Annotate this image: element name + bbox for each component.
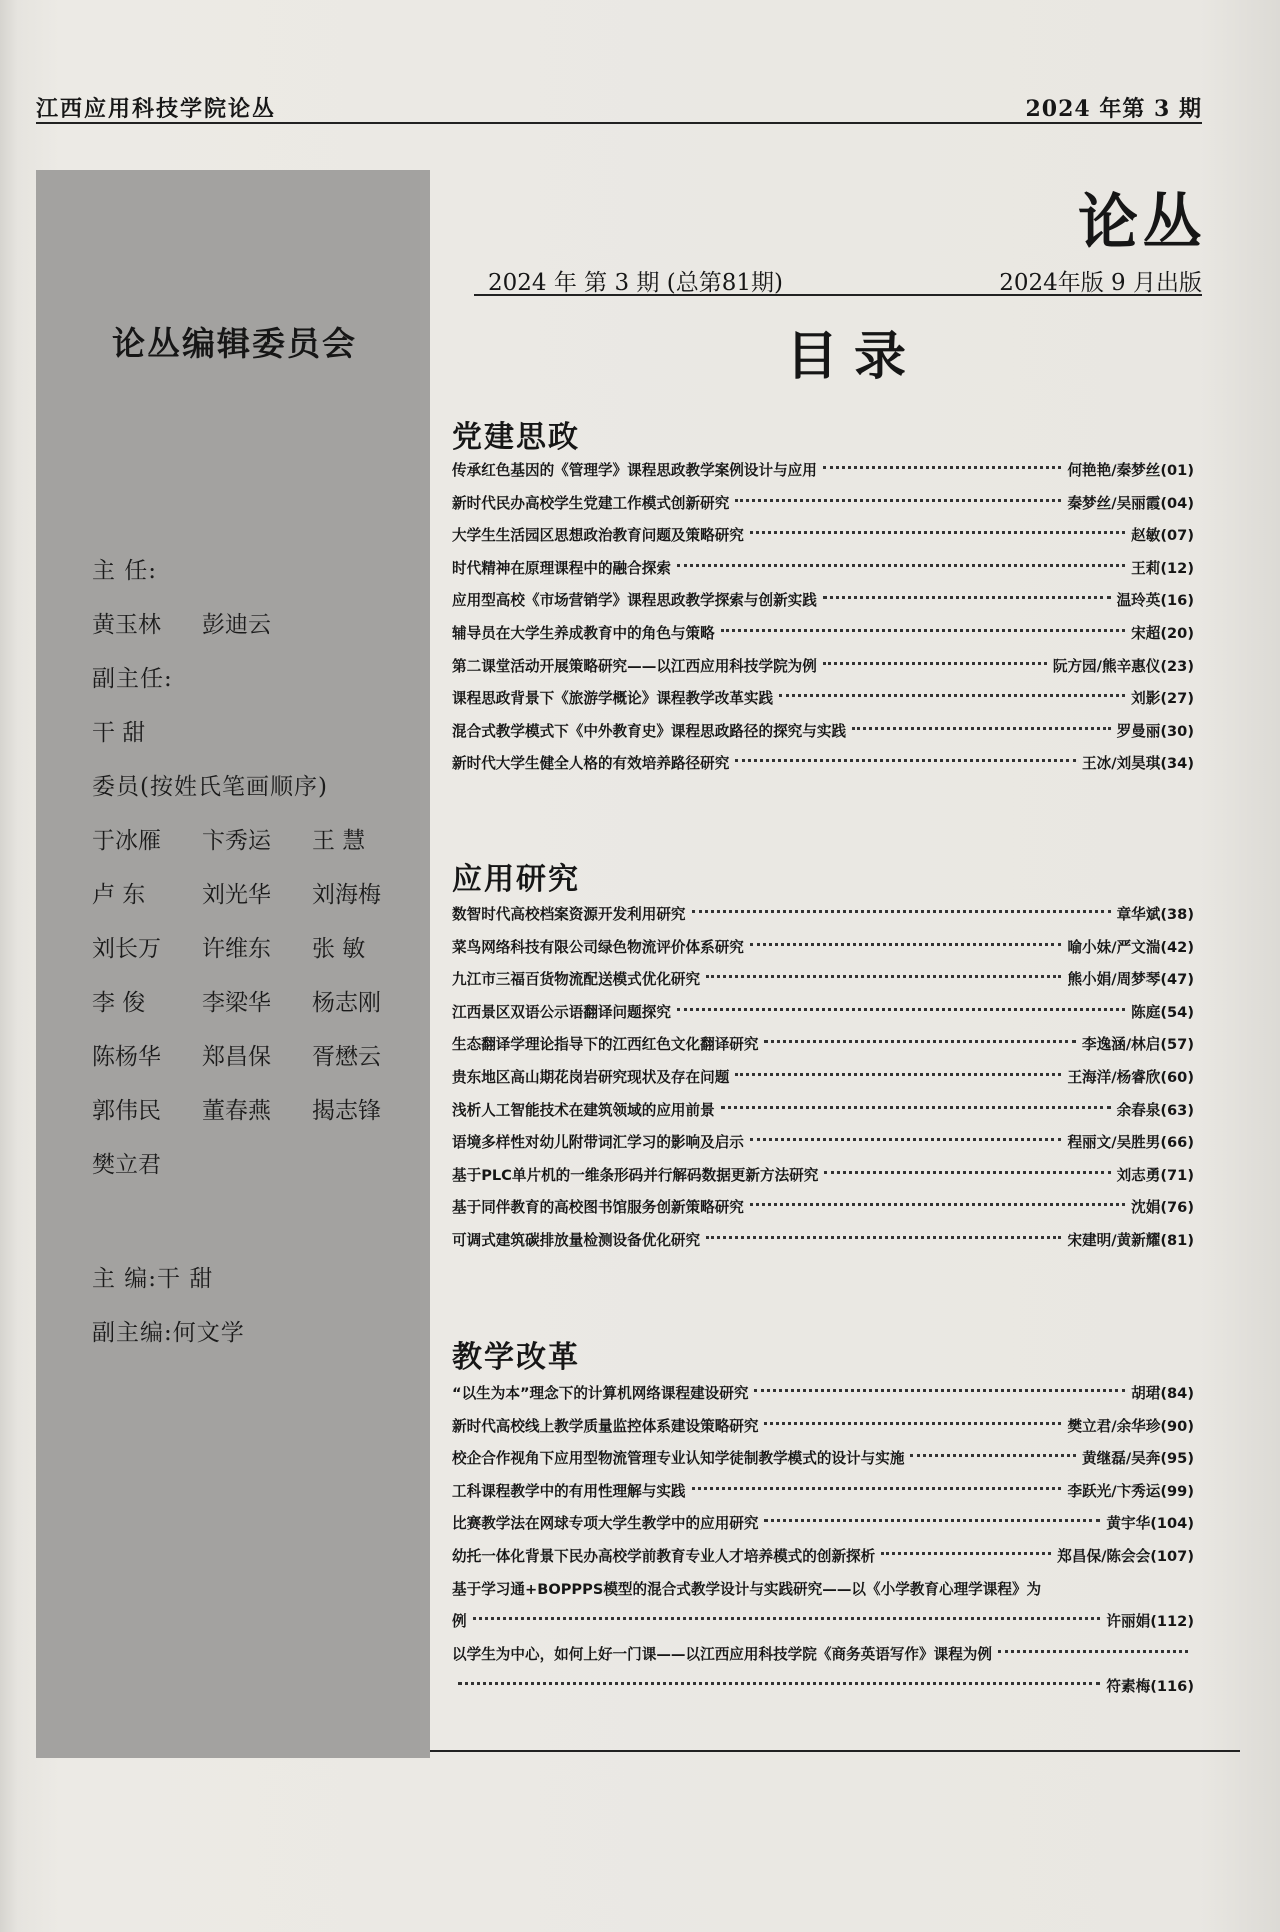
toc-item bbox=[452, 1127, 1194, 1160]
toc-item bbox=[452, 585, 1194, 618]
article-authors: 樊立君/余华珍(90) bbox=[1067, 1417, 1194, 1435]
dot-leader bbox=[677, 1008, 1125, 1011]
dot-leader bbox=[458, 1682, 1100, 1685]
journal-brand: 论丛 bbox=[1078, 188, 1206, 258]
dot-leader bbox=[735, 759, 1076, 762]
member-row bbox=[92, 930, 422, 963]
dot-leader bbox=[754, 1389, 1125, 1392]
toc-item bbox=[452, 553, 1194, 586]
article-authors: 宋建明/黄新耀(81) bbox=[1067, 1231, 1194, 1249]
toc-item bbox=[452, 683, 1194, 716]
toc-item bbox=[452, 1639, 1194, 1704]
member-name: 杨志刚 bbox=[312, 990, 381, 1016]
dot-leader bbox=[750, 1203, 1125, 1206]
article-authors: 符素梅(116) bbox=[1106, 1678, 1194, 1696]
dot-leader bbox=[998, 1650, 1188, 1653]
journal-name: 江西应用科技学院论丛 bbox=[36, 97, 277, 122]
toc-item bbox=[452, 1160, 1194, 1193]
toc-item bbox=[452, 932, 1194, 965]
toc-item bbox=[452, 1476, 1194, 1509]
article-title: 贵东地区高山期花岗岩研究现状及存在问题 bbox=[452, 1068, 730, 1086]
dot-leader bbox=[764, 1519, 1100, 1522]
article-authors: 黄继磊/吴奔(95) bbox=[1082, 1450, 1194, 1468]
toc-item bbox=[452, 1541, 1194, 1574]
toc-item bbox=[452, 651, 1194, 684]
toc-item bbox=[452, 618, 1194, 651]
member-name: 刘长万 bbox=[92, 936, 161, 962]
toc-item bbox=[452, 1225, 1194, 1258]
article-title: 新时代民办高校学生党建工作模式创新研究 bbox=[452, 494, 730, 512]
article-authors: 秦梦丝/吴丽霞(04) bbox=[1067, 494, 1194, 512]
article-authors: 王莉(12) bbox=[1131, 559, 1194, 577]
member-name: 干 甜 bbox=[92, 720, 146, 746]
toc-title: 目录 bbox=[786, 327, 923, 387]
article-authors: 李跃光/卞秀运(99) bbox=[1067, 1482, 1194, 1500]
dot-leader bbox=[823, 466, 1062, 469]
article-title: 生态翻译学理论指导下的江西红色文化翻译研究 bbox=[452, 1036, 759, 1054]
member-name: 李 俊 bbox=[92, 990, 146, 1016]
dot-leader bbox=[692, 1487, 1062, 1490]
member-name: 郑昌保 bbox=[202, 1044, 271, 1070]
dot-leader bbox=[823, 662, 1047, 665]
section-title: 党建思政 bbox=[452, 420, 580, 455]
article-title: 语境多样性对幼儿附带词汇学习的影响及启示 bbox=[452, 1134, 744, 1152]
dot-leader bbox=[721, 1106, 1111, 1109]
toc-item bbox=[452, 899, 1194, 932]
dot-leader bbox=[750, 943, 1062, 946]
toc-item bbox=[452, 1411, 1194, 1444]
deputy-director-label: 副主任: bbox=[92, 666, 173, 692]
dot-leader bbox=[824, 1171, 1110, 1174]
section-title: 教学改革 bbox=[452, 1340, 580, 1375]
article-title: 工科课程教学中的有用性理解与实践 bbox=[452, 1482, 686, 1500]
member-name: 许维东 bbox=[202, 936, 271, 962]
member-row bbox=[92, 1146, 202, 1179]
article-title: 基于学习通+BOPPPS模型的混合式教学设计与实践研究——以《小学教育心理学课程》为 bbox=[452, 1580, 1042, 1598]
article-title: 校企合作视角下应用型物流管理专业认知学徒制教学模式的设计与实施 bbox=[452, 1450, 905, 1468]
member-row bbox=[92, 876, 422, 909]
member-row bbox=[92, 822, 422, 855]
article-title: 辅导员在大学生养成教育中的角色与策略 bbox=[452, 624, 715, 642]
members-label: 委员(按姓氏笔画顺序) bbox=[92, 774, 328, 800]
editorial-board-panel bbox=[36, 170, 430, 1758]
article-title: 大学生生活园区思想政治教育问题及策略研究 bbox=[452, 527, 744, 545]
issue-info: 2024 年 第 3 期 (总第81期) bbox=[488, 270, 783, 296]
member-name: 王 慧 bbox=[312, 828, 366, 854]
article-title: 新时代高校线上教学质量监控体系建设策略研究 bbox=[452, 1417, 759, 1435]
article-title: 基于同伴教育的高校图书馆服务创新策略研究 bbox=[452, 1199, 744, 1217]
dot-leader bbox=[779, 694, 1125, 697]
article-title: 浅析人工智能技术在建筑领域的应用前景 bbox=[452, 1101, 715, 1119]
toc-item bbox=[452, 1378, 1194, 1411]
article-title: 江西景区双语公示语翻译问题探究 bbox=[452, 1003, 671, 1021]
article-authors: 陈庭(54) bbox=[1131, 1003, 1194, 1021]
article-title: “以生为本”理念下的计算机网络课程建设研究 bbox=[452, 1385, 749, 1402]
toc-item bbox=[452, 520, 1194, 553]
toc-list bbox=[452, 455, 1194, 781]
toc-list bbox=[452, 1378, 1194, 1704]
member-name: 胥懋云 bbox=[312, 1044, 381, 1070]
toc-item bbox=[452, 1062, 1194, 1095]
article-title: 幼托一体化背景下民办高校学前教育专业人才培养模式的创新探析 bbox=[452, 1547, 876, 1565]
dot-leader bbox=[692, 910, 1111, 913]
publication-date: 2024年版 9 月出版 bbox=[999, 270, 1202, 296]
article-authors: 沈娟(76) bbox=[1131, 1199, 1194, 1217]
deputy-chief-editor: 副主编:何文学 bbox=[92, 1320, 245, 1346]
toc-item bbox=[452, 455, 1194, 488]
article-authors: 李逸涵/林启(57) bbox=[1082, 1036, 1194, 1054]
article-title: 以学生为中心，如何上好一门课——以江西应用科技学院《商务英语写作》课程为例 bbox=[452, 1645, 992, 1663]
dot-leader bbox=[750, 1138, 1062, 1141]
article-title: 混合式教学模式下《中外教育史》课程思政路径的探究与实践 bbox=[452, 722, 847, 740]
toc-item bbox=[452, 1443, 1194, 1476]
section-title: 应用研究 bbox=[452, 862, 580, 897]
toc-item bbox=[452, 1574, 1194, 1639]
article-title: 九江市三福百货物流配送模式优化研究 bbox=[452, 971, 701, 989]
dot-leader bbox=[823, 596, 1111, 599]
dot-leader bbox=[764, 1040, 1076, 1043]
toc-item bbox=[452, 997, 1194, 1030]
dot-leader bbox=[721, 629, 1125, 632]
issue-label: 2024 年第 3 期 bbox=[1025, 96, 1202, 122]
article-title: 基于PLC单片机的一维条形码并行解码数据更新方法研究 bbox=[452, 1166, 819, 1184]
dot-leader bbox=[735, 1073, 1061, 1076]
bottom-rule bbox=[430, 1750, 1240, 1752]
article-authors: 刘志勇(71) bbox=[1116, 1166, 1194, 1184]
member-name: 樊立君 bbox=[92, 1152, 161, 1178]
article-title: 课程思政背景下《旅游学概论》课程教学改革实践 bbox=[452, 690, 774, 708]
member-name: 卢 东 bbox=[92, 882, 146, 908]
article-authors: 黄宇华(104) bbox=[1106, 1515, 1194, 1533]
toc-item bbox=[452, 1095, 1194, 1128]
dot-leader bbox=[706, 975, 1061, 978]
member-name: 陈杨华 bbox=[92, 1044, 161, 1070]
dot-leader bbox=[706, 1236, 1061, 1239]
toc-item bbox=[452, 488, 1194, 521]
member-name: 于冰雁 bbox=[92, 828, 161, 854]
toc-item bbox=[452, 1508, 1194, 1541]
dot-leader bbox=[764, 1422, 1061, 1425]
article-authors: 温玲英(16) bbox=[1116, 592, 1194, 610]
member-name: 黄玉林 bbox=[92, 612, 161, 638]
toc-list bbox=[452, 899, 1194, 1258]
member-name: 董春燕 bbox=[202, 1098, 271, 1124]
toc-item bbox=[452, 1029, 1194, 1062]
dot-leader bbox=[735, 499, 1061, 502]
issue-bar bbox=[474, 262, 1202, 296]
member-name: 郭伟民 bbox=[92, 1098, 161, 1124]
article-authors: 何艳艳/秦梦丝(01) bbox=[1067, 462, 1194, 479]
member-name: 卞秀运 bbox=[202, 828, 271, 854]
committee-title: 论丛编辑委员会 bbox=[112, 324, 357, 363]
article-authors: 郑昌保/陈会会(107) bbox=[1057, 1547, 1194, 1565]
article-title-continued: 例 bbox=[452, 1613, 467, 1631]
article-authors: 刘影(27) bbox=[1131, 690, 1194, 708]
dot-leader bbox=[910, 1454, 1076, 1457]
dot-leader bbox=[750, 531, 1125, 534]
dot-leader bbox=[852, 727, 1111, 730]
article-authors: 赵敏(07) bbox=[1131, 527, 1194, 545]
member-name: 刘海梅 bbox=[312, 882, 381, 908]
article-title: 时代精神在原理课程中的融合探索 bbox=[452, 559, 671, 577]
article-authors: 王冰/刘昊琪(34) bbox=[1082, 755, 1194, 773]
article-title: 第二课堂活动开展策略研究——以江西应用科技学院为例 bbox=[452, 657, 817, 675]
article-authors: 阮方园/熊辛惠仪(23) bbox=[1052, 657, 1194, 675]
article-authors: 熊小娟/周梦琴(47) bbox=[1067, 971, 1194, 989]
dot-leader bbox=[677, 564, 1125, 567]
dot-leader bbox=[473, 1617, 1101, 1620]
article-authors: 喻小妹/严文湍(42) bbox=[1067, 938, 1194, 956]
article-title: 传承红色基因的《管理学》课程思政教学案例设计与应用 bbox=[452, 462, 817, 479]
article-authors: 章华斌(38) bbox=[1116, 906, 1194, 923]
article-authors: 罗曼丽(30) bbox=[1116, 722, 1194, 740]
article-title: 新时代大学生健全人格的有效培养路径研究 bbox=[452, 755, 730, 773]
toc-item bbox=[452, 748, 1194, 781]
member-row bbox=[92, 1092, 422, 1125]
member-name: 李梁华 bbox=[202, 990, 271, 1016]
member-row bbox=[92, 1038, 422, 1071]
member-name: 张 敏 bbox=[312, 936, 366, 962]
dot-leader bbox=[881, 1552, 1051, 1555]
article-title: 比赛教学法在网球专项大学生教学中的应用研究 bbox=[452, 1515, 759, 1533]
article-title: 可调式建筑碳排放量检测设备优化研究 bbox=[452, 1231, 701, 1249]
member-row bbox=[92, 984, 422, 1017]
deputy-director-names bbox=[92, 714, 202, 747]
director-label: 主 任: bbox=[92, 558, 158, 584]
article-authors: 程丽文/吴胜男(66) bbox=[1067, 1134, 1194, 1152]
director-names bbox=[92, 606, 312, 639]
article-title: 应用型高校《市场营销学》课程思政教学探索与创新实践 bbox=[452, 592, 817, 610]
member-name: 揭志锋 bbox=[312, 1098, 381, 1124]
running-header bbox=[36, 92, 1202, 124]
article-authors: 余春泉(63) bbox=[1116, 1101, 1194, 1119]
article-authors: 宋超(20) bbox=[1131, 624, 1194, 642]
article-authors: 许丽娟(112) bbox=[1106, 1613, 1194, 1631]
member-name: 彭迪云 bbox=[202, 612, 271, 638]
chief-editor: 主 编:干 甜 bbox=[92, 1266, 214, 1292]
toc-item bbox=[452, 1192, 1194, 1225]
article-title: 数智时代高校档案资源开发利用研究 bbox=[452, 906, 686, 923]
member-name: 刘光华 bbox=[202, 882, 271, 908]
article-title: 菜鸟网络科技有限公司绿色物流评价体系研究 bbox=[452, 938, 744, 956]
article-authors: 胡珺(84) bbox=[1131, 1385, 1194, 1402]
toc-item bbox=[452, 716, 1194, 749]
article-authors: 王海洋/杨睿欣(60) bbox=[1067, 1068, 1194, 1086]
toc-item bbox=[452, 964, 1194, 997]
